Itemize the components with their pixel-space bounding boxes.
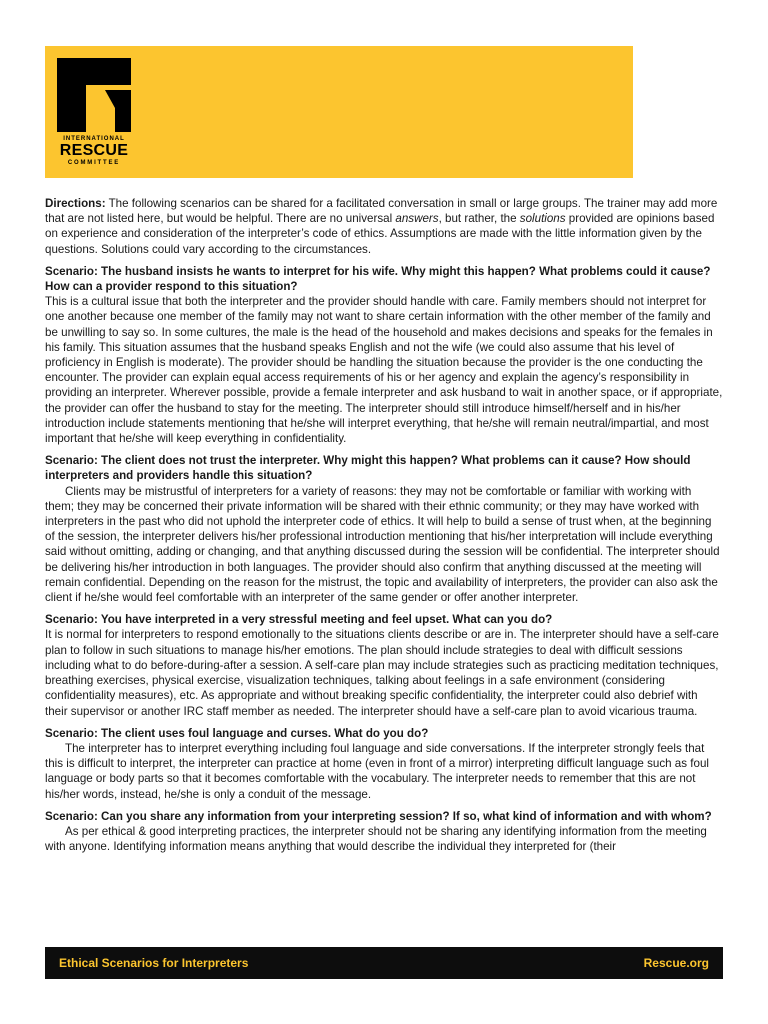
logo-text-international: INTERNATIONAL xyxy=(63,136,125,142)
footer-bar xyxy=(45,947,723,979)
document-body xyxy=(45,196,723,854)
directions-label: Directions: xyxy=(45,197,106,210)
irc-logo xyxy=(57,58,131,166)
scenario-5-title: Scenario: Can you share any information from your interpreting session? If so, what kind of information and with whom? xyxy=(45,809,712,823)
scenario-2-title: Scenario: The client does not trust the interpreter. Why might this happen? What problems can it cause? How should interpreters and providers handle this situation? xyxy=(45,454,691,483)
directions-text-2: , but rather, the xyxy=(438,212,520,226)
logo-text-rescue: RESCUE xyxy=(59,142,129,159)
irc-logo-icon xyxy=(57,58,131,132)
directions-text-1: The following scenarios can be shared for a facilitated conversation in small or large groups. The trainer may add more that are not listed here, but would be helpful. There are no universal xyxy=(45,197,718,226)
directions-em-answers: answers xyxy=(395,212,439,226)
scenario-2-body: Clients may be mistrustful of interpreters for a variety of reasons: they may not be comfortable or familiar with working with them; they may be concerned their private information will be shared with their ethnic community; or they may have worked with interpreters in the past who did not uphold the interpreter code of ethics. It will help to build a sense of trust when, at the beginning of the session, the interpreter delivers his/her professional introduction mentioning that his/her interpretation will include everything said without omitting, adding or changing, and that anything discussed during the session will be confidential. The interpreter should be delivering his/her introduction in both languages. The provider should also confirm that anything discussed at the meeting will remain confidential. Depending on the reason for the mistrust, the topic and availability of interpreters, the provider can also ask the client if he/she would feel comfortable with an interpreter of the same gender or offer another interpreter. xyxy=(45,484,720,605)
scenario-4-body: The interpreter has to interpret everything including foul language and side conversations. If the interpreter strongly feels that this is difficult to interpret, the interpreter can practice at home (even in front of a mirror) interpreting difficult language such as foul language or body parts so that it becomes comfortable with the vocabulary. The interpreter needs to remember that this are not his/her words, instead, he/she is only a conduit of the message. xyxy=(45,741,709,801)
logo-text-committee: COMMITTEE xyxy=(67,160,121,166)
scenario-3-body: It is normal for interpreters to respond emotionally to the situations clients describe or are in. The interpreter should have a self-care plan to follow in such situations to manage his/her emotions. The plan should include strategies to deal with difficult sessions including what to do before-during-after a session. A self-care plan may include strategies such as practicing meditation techniques, breathing exercises, physical exercise, visualization techniques, talking about feelings in a safe environment (considering confidentiality measures), etc. As appropriate and without breaking specific confidentiality, the interpreter could also debrief with their supervisor or another IRC staff member as needed. The interpreter should have a self-care plan to avoid vicarious trauma. xyxy=(45,628,719,718)
scenario-5-body: As per ethical & good interpreting practices, the interpreter should not be sharing any identifying information from the meeting with anyone. Identifying information means anything that would describe the individual they interpreted for (their xyxy=(45,824,707,854)
directions-paragraph xyxy=(45,196,723,257)
scenario-3-title: Scenario: You have interpreted in a very stressful meeting and feel upset. What can you do? xyxy=(45,613,553,627)
header-banner xyxy=(45,46,633,178)
scenario-1-body: This is a cultural issue that both the interpreter and the provider should handle with care. Family members should not interpret for one another because one member of the family may not want to share certain information with the other member of the family and be unwilling to say so. In some cultures, the male is the head of the household and makes decisions and speaks for the females in his family. This situation assumes that the husband speaks English and not the wife (we could also assume that his level of proficiency in English is moderate). The provider should be handling the situation because the provider is the one conducting the encounter. The provider can explain equal access requirements of his or her agency and explain the agency’s responsibility in providing an interpreter. Wherever possible, provide a female interpreter and ask husband to wait in another space, or if appropriate, the provider can offer the husband to stay for the meeting. The interpreter should still introduce himself/herself and in his/her introduction include statements mentioning that he/she will interpret everything, that he/she will remain neutral/impartial, and most important that he/she will keep everything in confidentiality. xyxy=(45,295,723,446)
directions-em-solutions: solutions xyxy=(519,212,566,226)
scenario-1-title: Scenario: The husband insists he wants to interpret for his wife. Why might this happen? What problems could it cause? How can a provider respond to this situation? xyxy=(45,264,711,294)
footer-document-title: Ethical Scenarios for Interpreters xyxy=(59,956,249,970)
footer-website-link[interactable]: Rescue.org xyxy=(643,956,709,970)
directions-text-3: provided are opinions based on experience and consideration of the interpreter’s code of ethics. Assumptions are made with the little information given by the questions. Solutions could vary according to the circumstances. xyxy=(45,212,715,256)
scenario-4-title: Scenario: The client uses foul language and curses. What do you do? xyxy=(45,726,429,740)
